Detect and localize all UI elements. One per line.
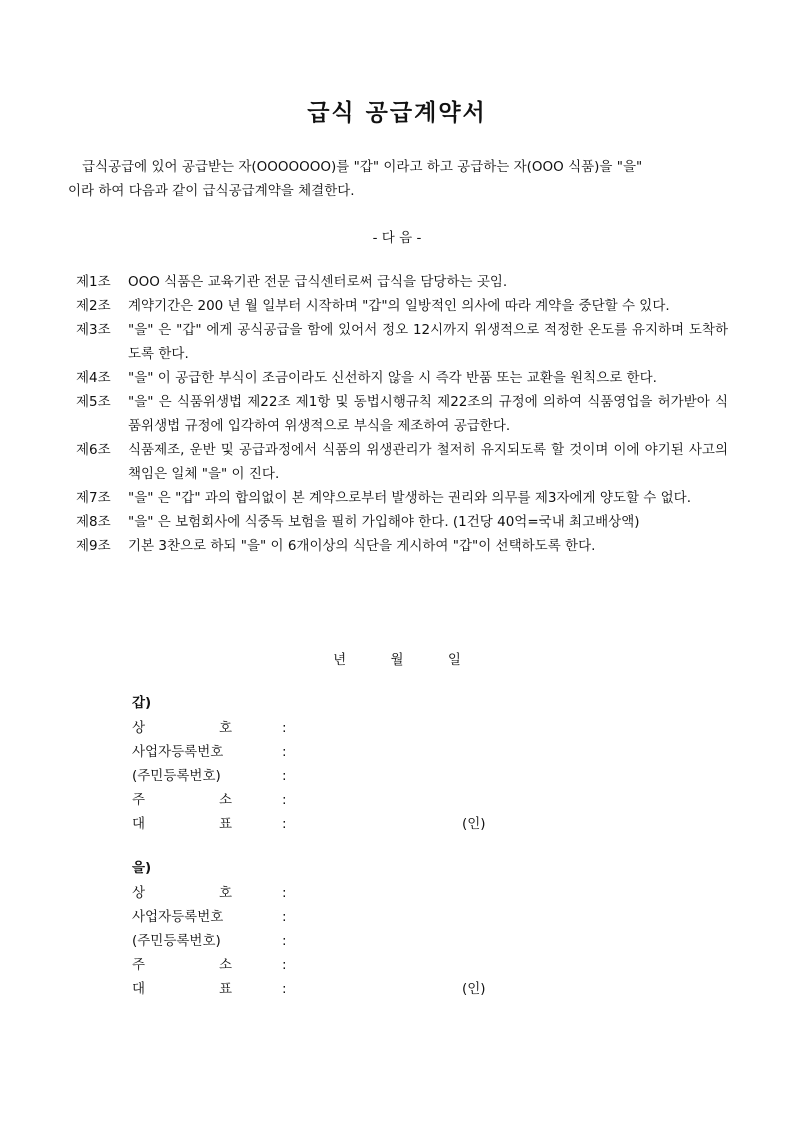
date-day: 일 — [447, 652, 461, 668]
article-4 — [76, 366, 728, 390]
label-char: 소 — [218, 957, 232, 973]
article-text: "을" 은 "갑" 에게 공식공급을 함에 있어서 정오 12시까지 위생적으로 적정한 온도를 유지하며 도착하도록 한다. — [128, 322, 728, 362]
party-a-name: 갑) — [132, 695, 152, 711]
article-number: 제6조 — [76, 442, 111, 458]
colon: : — [282, 981, 287, 997]
label-char: 주 — [132, 792, 146, 808]
article-text: "을" 이 공급한 부식이 조금이라도 신선하지 않을 시 즉각 반품 또는 교환을 원칙으로 한다. — [128, 370, 657, 386]
article-text: 기본 3찬으로 하되 "을" 이 6개이상의 식단을 게시하여 "갑"이 선택하도록 한다. — [128, 538, 596, 554]
article-text: 식품제조, 운반 및 공급과정에서 식품의 위생관리가 철저히 유지되도록 할 것이며 이에 야기된 사고의 책임은 일체 "을" 이 진다. — [128, 442, 728, 482]
label-char: 상 — [132, 885, 146, 901]
article-text: "을" 은 식품위생법 제22조 제1항 및 동법시행규칙 제22조의 규정에 의하여 식품영업을 허가받아 식품위생법 규정에 입각하여 위생적으로 부식을 제조하여 공급한다. — [128, 394, 728, 434]
company-row — [132, 881, 552, 905]
representative-row — [132, 812, 552, 836]
colon: : — [282, 885, 287, 901]
label-char: 호 — [218, 720, 232, 736]
label-char: 표 — [218, 981, 232, 997]
label-char: 소 — [218, 792, 232, 808]
colon: : — [282, 792, 287, 808]
business-no-row — [132, 740, 552, 764]
representative-label — [132, 977, 232, 1001]
article-1 — [76, 270, 728, 294]
article-number: 제8조 — [76, 514, 111, 530]
resident-no-label: (주민등록번호) — [132, 768, 221, 784]
article-list — [76, 270, 728, 558]
label-char: 대 — [132, 981, 146, 997]
article-5 — [76, 390, 728, 438]
party-b-block — [132, 855, 552, 1001]
article-text: 계약기간은 200 년 월 일부터 시작하며 "갑"의 일방적인 의사에 따라 계약을 중단할 수 있다. — [128, 298, 670, 314]
colon: : — [282, 744, 287, 760]
article-number: 제5조 — [76, 394, 111, 410]
article-number: 제4조 — [76, 370, 111, 386]
article-2 — [76, 294, 728, 318]
article-8 — [76, 510, 728, 534]
address-label — [132, 953, 232, 977]
business-no-label: 사업자등록번호 — [132, 744, 224, 760]
date-month: 월 — [390, 652, 404, 668]
colon: : — [282, 720, 287, 736]
resident-no-label: (주민등록번호) — [132, 933, 221, 949]
label-char: 주 — [132, 957, 146, 973]
article-7 — [76, 486, 728, 510]
seal-mark: (인) — [462, 816, 486, 832]
seal-mark: (인) — [462, 981, 486, 997]
article-number: 제1조 — [76, 274, 111, 290]
date-year: 년 — [333, 652, 347, 668]
company-label — [132, 881, 232, 905]
colon: : — [282, 933, 287, 949]
contract-date — [0, 648, 794, 668]
article-number: 제9조 — [76, 538, 111, 554]
document-title: 급식 공급계약서 — [307, 100, 487, 126]
article-text: OOO 식품은 교육기관 전문 급식센터로써 급식을 담당하는 곳임. — [128, 274, 508, 290]
colon: : — [282, 909, 287, 925]
article-9 — [76, 534, 728, 558]
business-no-row — [132, 905, 552, 929]
label-char: 상 — [132, 720, 146, 736]
intro-line-2: 이라 하여 다음과 같이 급식공급계약을 체결한다. — [68, 183, 355, 199]
address-label — [132, 788, 232, 812]
intro-paragraph — [68, 155, 728, 203]
representative-label — [132, 812, 232, 836]
colon: : — [282, 816, 287, 832]
article-number: 제3조 — [76, 322, 111, 338]
representative-row — [132, 977, 552, 1001]
address-row — [132, 953, 552, 977]
company-label — [132, 716, 232, 740]
intro-line-1: 급식공급에 있어 공급받는 자(OOOOOOO)를 "갑" 이라고 하고 공급하는 자(OOO 식품)을 "을" — [82, 159, 643, 175]
party-b-name: 을) — [132, 860, 152, 876]
label-char: 표 — [218, 816, 232, 832]
article-3 — [76, 318, 728, 366]
article-number: 제2조 — [76, 298, 111, 314]
business-no-label: 사업자등록번호 — [132, 909, 224, 925]
label-char: 호 — [218, 885, 232, 901]
colon: : — [282, 957, 287, 973]
article-text: "을" 은 "갑" 과의 합의없이 본 계약으로부터 발생하는 권리와 의무를 제3자에게 양도할 수 없다. — [128, 490, 691, 506]
resident-no-row — [132, 929, 552, 953]
section-heading: - 다 음 - — [372, 230, 422, 246]
company-row — [132, 716, 552, 740]
article-text: "을" 은 보험회사에 식중독 보험을 필히 가입해야 한다. (1건당 40억=국내 최고배상액) — [128, 514, 640, 530]
label-char: 대 — [132, 816, 146, 832]
article-6 — [76, 438, 728, 486]
resident-no-row — [132, 764, 552, 788]
address-row — [132, 788, 552, 812]
party-a-block — [132, 690, 552, 836]
colon: : — [282, 768, 287, 784]
article-number: 제7조 — [76, 490, 111, 506]
